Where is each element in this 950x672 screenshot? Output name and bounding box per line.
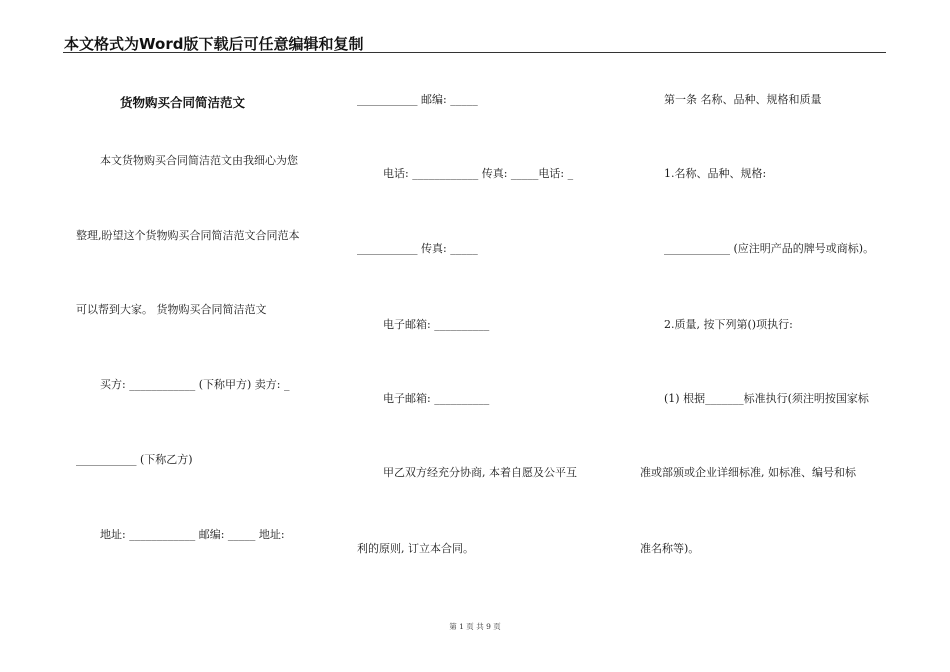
col2-line-7: 利的原则, 订立本合同。 <box>357 542 474 555</box>
page-number: 第 1 页 共 9 页 <box>449 622 501 631</box>
document-title: 货物购买合同简洁范文 <box>120 95 246 110</box>
col3-line-3: ____________ (应注明产品的牌号或商标)。 <box>664 242 875 255</box>
col1-line-1: 本文货物购买合同简洁范文由我细心为您 <box>100 154 298 167</box>
col2-line-3: ___________ 传真: _____ <box>357 242 478 255</box>
col2-line-6: 甲乙双方经充分协商, 本着自愿及公平互 <box>383 466 577 479</box>
col2-line-1: ___________ 邮编: _____ <box>357 93 478 106</box>
col3-line-5: (1) 根据_______标准执行(须注明按国家标 <box>664 392 869 405</box>
col3-line-7: 准名称等)。 <box>640 542 700 555</box>
col1-line-2: 整理,盼望这个货物购买合同简洁范文合同范本 <box>76 229 300 242</box>
header-title: 本文格式为Word版下载后可任意编辑和复制 <box>64 35 364 53</box>
col1-line-3: 可以帮到大家。 货物购买合同简洁范文 <box>76 303 267 316</box>
header-divider <box>63 52 886 53</box>
col2-line-5: 电子邮箱: __________ <box>383 392 490 405</box>
col3-line-2: 1.名称、品种、规格: <box>664 167 767 180</box>
col1-line-5: ___________ (下称乙方) <box>76 453 193 466</box>
col2-line-2: 电话: ____________ 传真: _____电话: _ <box>383 167 574 180</box>
col3-line-1: 第一条 名称、品种、规格和质量 <box>664 93 822 106</box>
col2-line-4: 电子邮箱: __________ <box>383 318 490 331</box>
col3-line-4: 2.质量, 按下列第()项执行: <box>664 318 793 331</box>
col1-line-4: 买方: ____________ (下称甲方) 卖方: _ <box>100 378 290 391</box>
col3-line-6: 准或部颁或企业详细标准, 如标准、编号和标 <box>640 466 856 479</box>
col1-line-6: 地址: ____________ 邮编: _____ 地址: <box>100 528 285 541</box>
